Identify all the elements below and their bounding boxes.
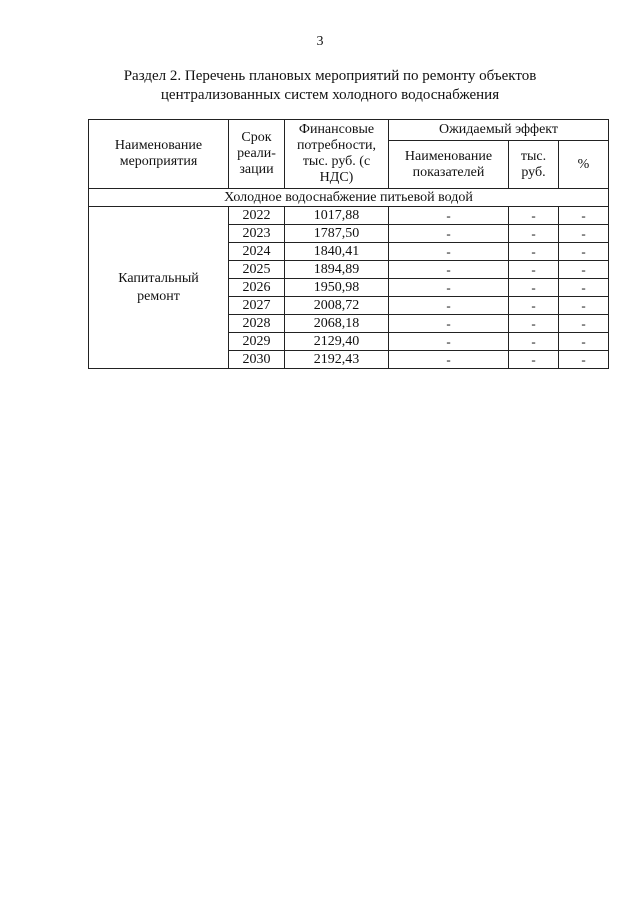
finance-cell: 1017,88 — [285, 207, 389, 225]
percent-cell: - — [559, 279, 609, 297]
thousand-rub-cell: - — [509, 279, 559, 297]
year-cell: 2025 — [229, 261, 285, 279]
year-cell: 2029 — [229, 333, 285, 351]
year-cell: 2026 — [229, 279, 285, 297]
finance-cell: 2068,18 — [285, 315, 389, 333]
header-thousand-rub: тыс. руб. — [509, 141, 559, 189]
percent-cell: - — [559, 351, 609, 369]
year-cell: 2022 — [229, 207, 285, 225]
indicator-cell: - — [389, 315, 509, 333]
thousand-rub-cell: - — [509, 243, 559, 261]
percent-cell: - — [559, 243, 609, 261]
header-term: Срок реали- зации — [229, 120, 285, 189]
indicator-cell: - — [389, 207, 509, 225]
thousand-rub-cell: - — [509, 315, 559, 333]
percent-cell: - — [559, 297, 609, 315]
indicator-cell: - — [389, 351, 509, 369]
event-name-cell: Капитальный ремонт — [89, 207, 229, 369]
header-finance: Финансовые потребности, тыс. руб. (с НДС) — [285, 120, 389, 189]
indicator-cell: - — [389, 333, 509, 351]
events-table — [88, 119, 609, 369]
percent-cell: - — [559, 225, 609, 243]
thousand-rub-cell: - — [509, 207, 559, 225]
header-event-name: Наименование мероприятия — [89, 120, 229, 189]
thousand-rub-cell: - — [509, 261, 559, 279]
heading-line-2: централизованных систем холодного водоснабжения — [160, 87, 500, 103]
indicator-cell: - — [389, 279, 509, 297]
finance-cell: 1840,41 — [285, 243, 389, 261]
indicator-cell: - — [389, 297, 509, 315]
thousand-rub-cell: - — [509, 225, 559, 243]
year-cell: 2028 — [229, 315, 285, 333]
percent-cell: - — [559, 207, 609, 225]
year-cell: 2027 — [229, 297, 285, 315]
thousand-rub-cell: - — [509, 297, 559, 315]
header-percent: % — [559, 141, 609, 189]
section-title: Холодное водоснабжение питьевой водой — [89, 189, 609, 207]
percent-cell: - — [559, 333, 609, 351]
finance-cell: 2008,72 — [285, 297, 389, 315]
year-cell: 2024 — [229, 243, 285, 261]
indicator-cell: - — [389, 243, 509, 261]
finance-cell: 1894,89 — [285, 261, 389, 279]
percent-cell: - — [559, 315, 609, 333]
finance-cell: 2129,40 — [285, 333, 389, 351]
heading-line-1: Раздел 2. Перечень плановых мероприятий по ремонту объектов — [123, 68, 537, 84]
thousand-rub-cell: - — [509, 351, 559, 369]
indicator-cell: - — [389, 225, 509, 243]
header-indicator-name: Наименование показателей — [389, 141, 509, 189]
finance-cell: 1787,50 — [285, 225, 389, 243]
finance-cell: 1950,98 — [285, 279, 389, 297]
finance-cell: 2192,43 — [285, 351, 389, 369]
year-cell: 2023 — [229, 225, 285, 243]
page-number: 3 — [316, 34, 324, 49]
table-row — [89, 207, 609, 225]
section-heading — [60, 67, 600, 105]
indicator-cell: - — [389, 261, 509, 279]
thousand-rub-cell: - — [509, 333, 559, 351]
year-cell: 2030 — [229, 351, 285, 369]
header-expected-effect: Ожидаемый эффект — [389, 120, 609, 141]
percent-cell: - — [559, 261, 609, 279]
